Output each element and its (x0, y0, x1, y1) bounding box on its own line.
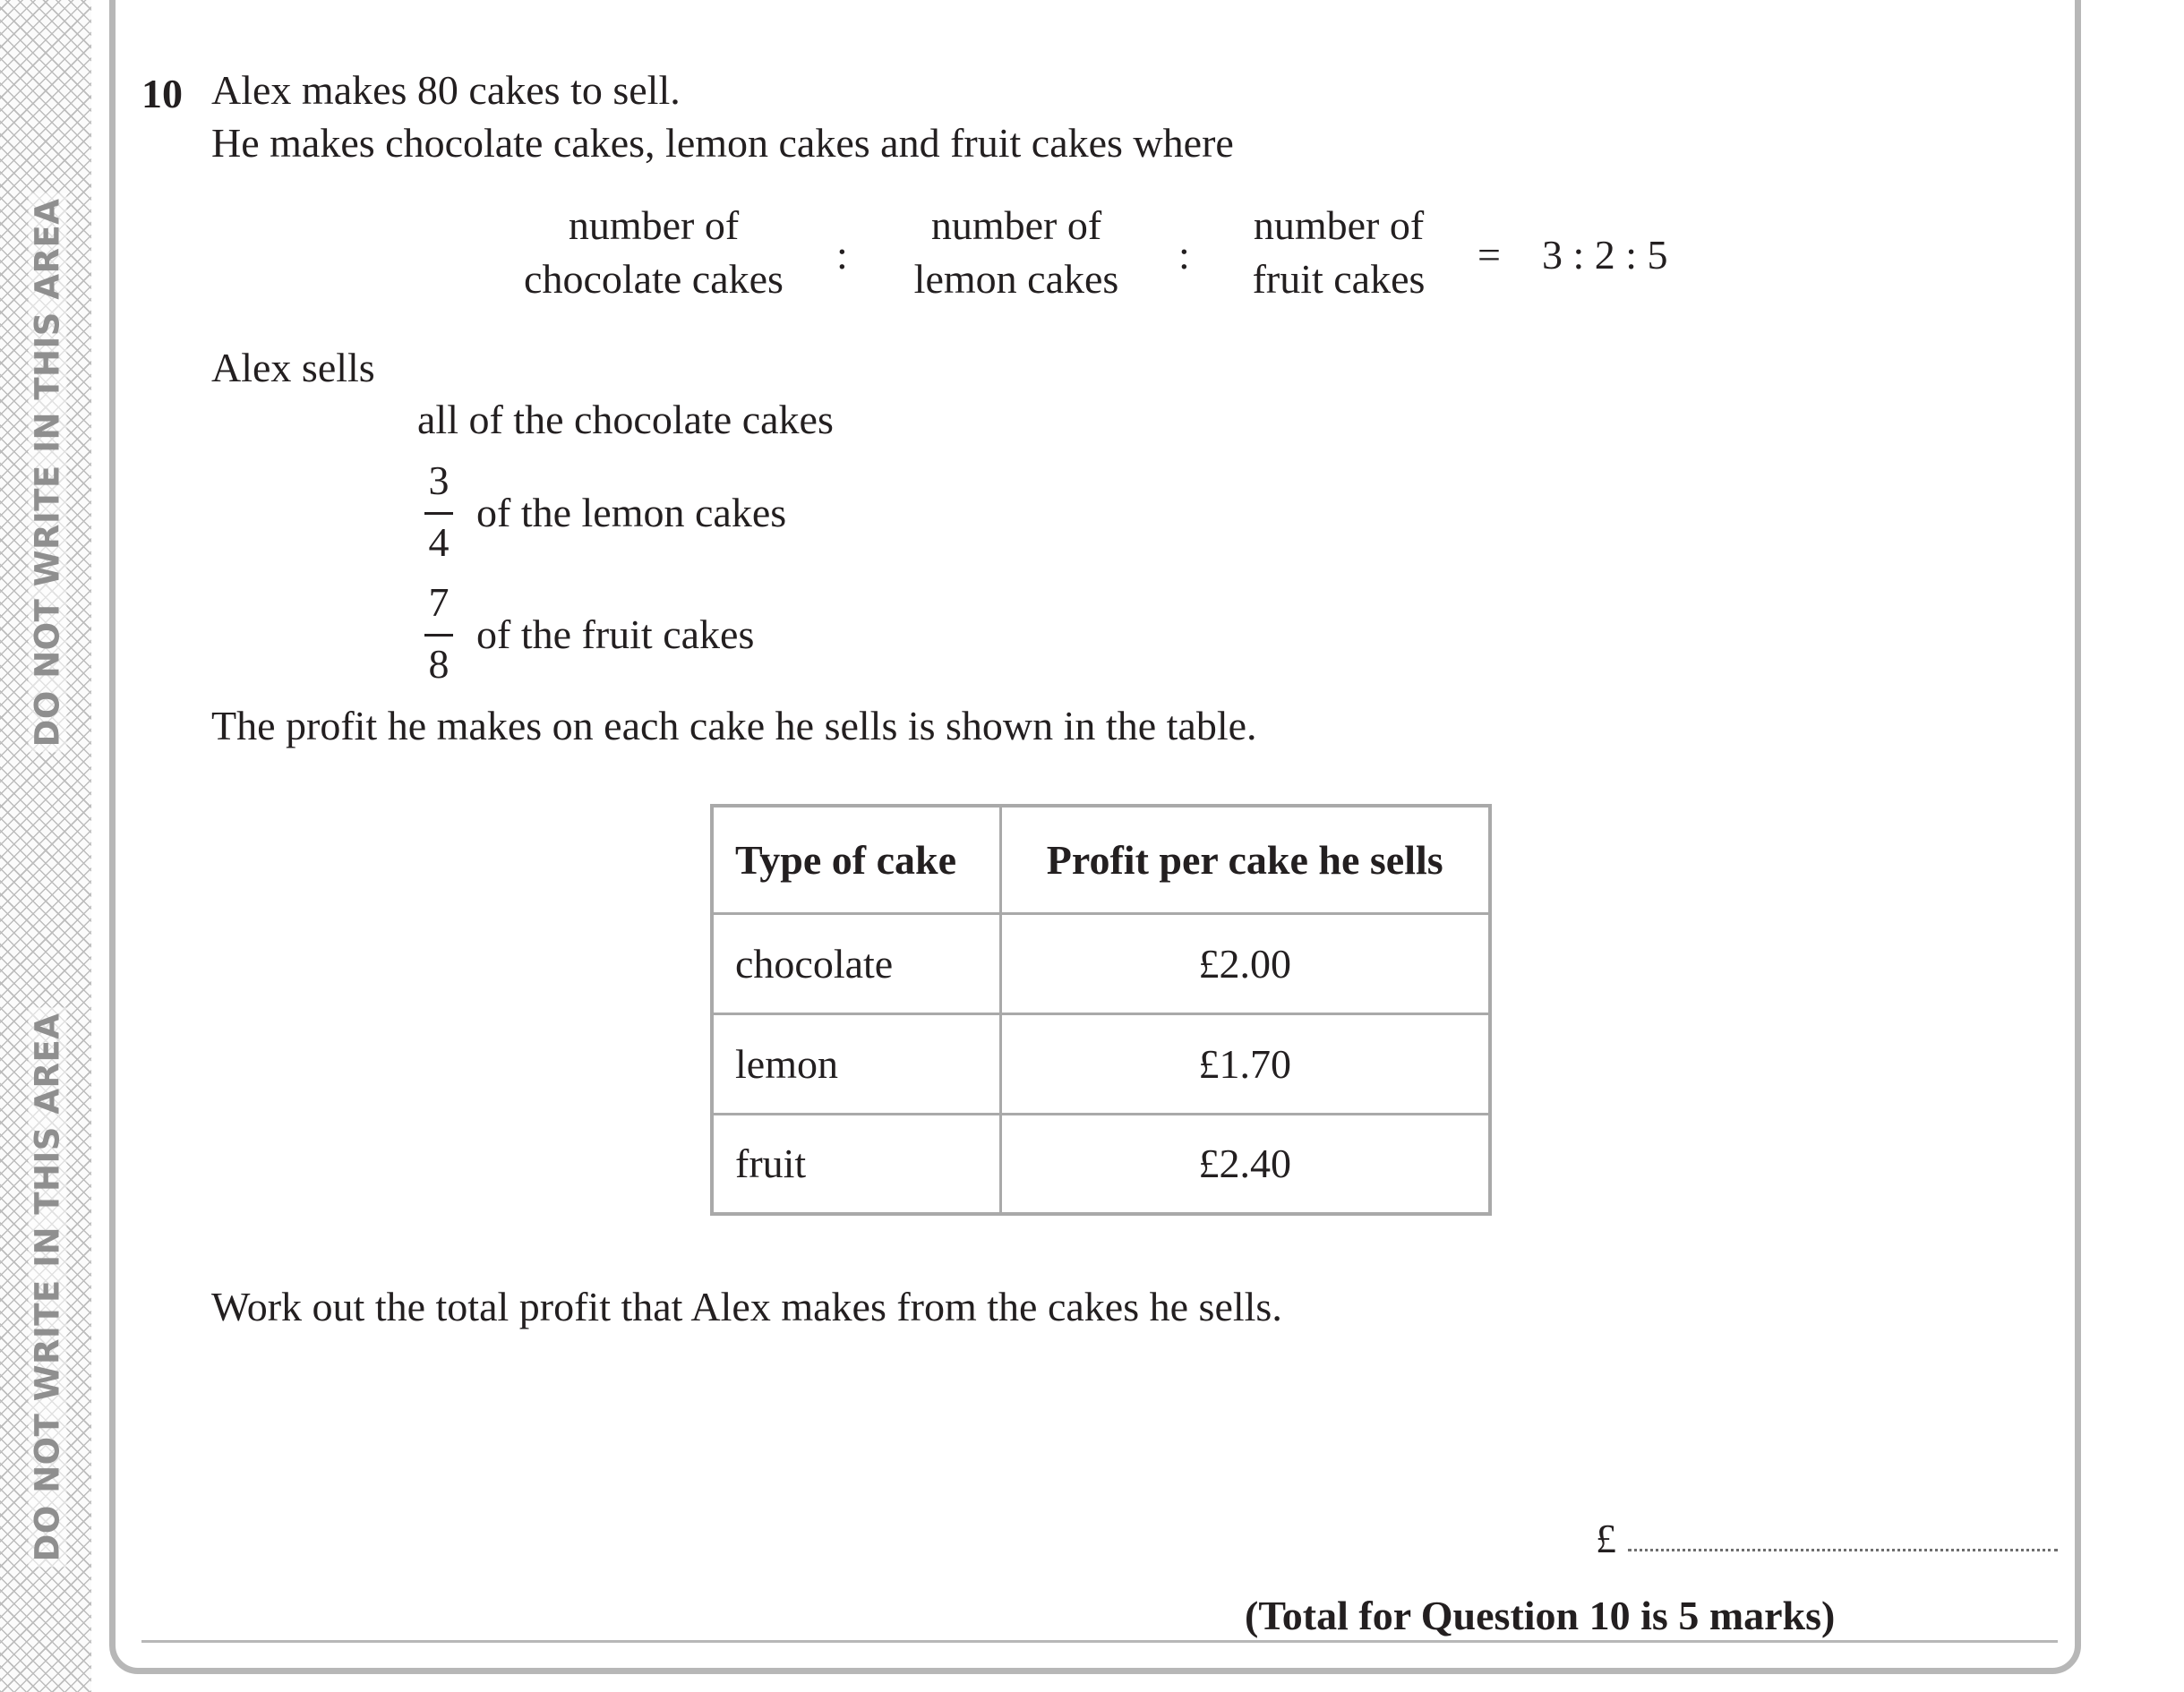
table-header-type: Type of cake (712, 806, 1000, 913)
ratio-term-chocolate (501, 199, 806, 306)
fraction-denominator: 8 (428, 641, 450, 687)
margin-warning-top: DO NOT WRITE IN THIS AREA (29, 193, 67, 753)
ratio-term-line: chocolate cakes (524, 256, 784, 302)
table-cell-type: chocolate (712, 913, 1000, 1013)
question-line-2: He makes chocolate cakes, lemon cakes and fruit cakes where (211, 120, 1234, 166)
ratio-term-line: fruit cakes (1252, 256, 1426, 302)
ratio-term-line: number of (930, 202, 1102, 248)
sells-item-fruit: of the fruit cakes (476, 611, 755, 657)
fraction-numerator: 7 (428, 579, 450, 625)
instruction: Work out the total profit that Alex makes from the cakes he sells. (211, 1284, 1282, 1329)
table-cell-profit: £2.40 (1000, 1114, 1490, 1214)
bottom-rule (141, 1640, 2058, 1643)
question-number: 10 (141, 71, 183, 116)
sells-intro: Alex sells (211, 345, 375, 390)
fraction-denominator: 4 (428, 519, 450, 565)
ratio-term-line: number of (568, 202, 740, 248)
table-row (712, 1013, 1490, 1114)
table-intro: The profit he makes on each cake he sells is shown in the table. (211, 703, 1257, 748)
ratio-separator: : (1178, 232, 1190, 278)
ratio-term-line: number of (1253, 202, 1425, 248)
answer-line[interactable] (1628, 1549, 2058, 1551)
ratio-term-fruit (1231, 199, 1446, 306)
sells-item-chocolate: all of the chocolate cakes (417, 397, 834, 442)
margin-strip (0, 0, 91, 1692)
ratio-term-line: lemon cakes (913, 256, 1119, 302)
table-row (712, 1114, 1490, 1214)
margin-warning-bottom: DO NOT WRITE IN THIS AREA (29, 1008, 67, 1568)
answer-currency: £ (1596, 1516, 1616, 1561)
total-marks: (Total for Question 10 is 5 marks) (1245, 1593, 1836, 1638)
table-cell-profit: £2.00 (1000, 913, 1490, 1013)
ratio-equals: = (1477, 232, 1501, 278)
ratio-term-lemon (886, 199, 1146, 306)
fraction-bar (424, 512, 453, 515)
fraction-seven-eighths (421, 579, 457, 687)
fraction-numerator: 3 (428, 457, 450, 503)
fraction-bar (424, 634, 453, 637)
ratio-separator: : (836, 232, 848, 278)
ratio-value: 3 : 2 : 5 (1542, 232, 1668, 278)
table-row (712, 913, 1490, 1013)
sells-item-lemon: of the lemon cakes (476, 490, 787, 535)
table-header-profit: Profit per cake he sells (1000, 806, 1490, 913)
table-cell-type: lemon (712, 1013, 1000, 1114)
table-cell-type: fruit (712, 1114, 1000, 1214)
table-cell-profit: £1.70 (1000, 1013, 1490, 1114)
table-header-row (712, 806, 1490, 913)
profit-table (710, 804, 1492, 1216)
fraction-three-quarters (421, 457, 457, 565)
question-line-1: Alex makes 80 cakes to sell. (211, 67, 681, 113)
